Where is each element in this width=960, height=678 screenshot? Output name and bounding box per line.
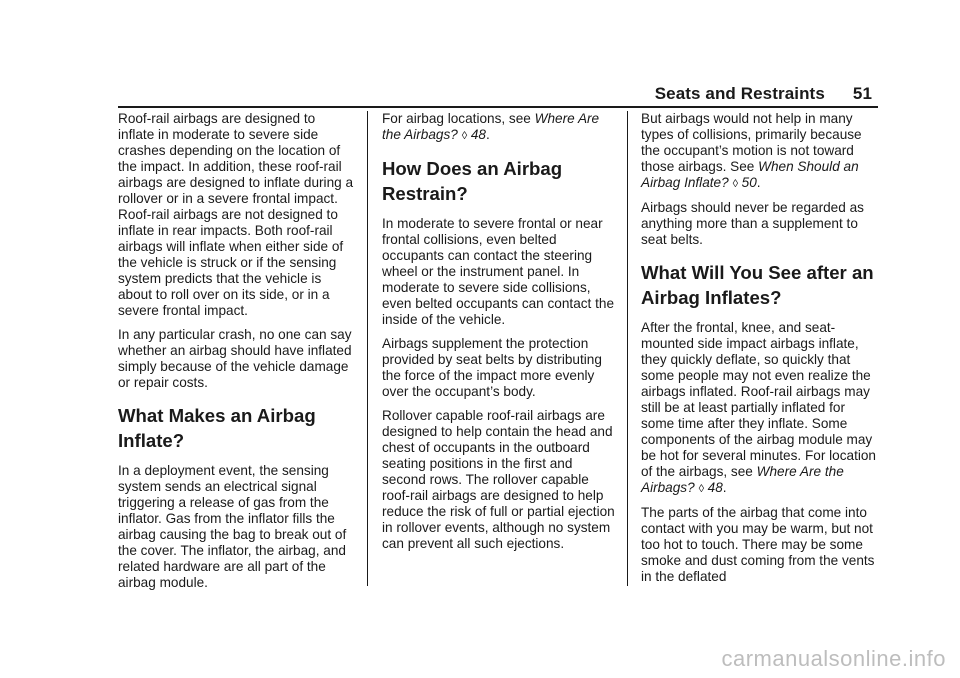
column-1 [118, 111, 354, 599]
paragraph: Airbags supplement the protection provided by seat belts by distributing the force of the impact more evenly over the occupant’s body. [382, 336, 602, 399]
section-title: Seats and Restraints [654, 84, 825, 103]
paragraph: In moderate to severe frontal or near frontal collisions, even belted occupants can contact the steering wheel or the instrument panel. In moderate to severe side collisions, even belted occupants can contact the inside of the vehicle. [382, 216, 615, 327]
text: After the frontal, knee, and seat-mounted side impact airbags inflate, they quickly deflate, so quickly that some people may not even realize the airbags inflated. Roof-rail airbags may still be at least partially inflated for some time after they inflate. Some components of the airbag module may be hot for several minutes. For location of the airbags, see [641, 320, 876, 479]
page-ref-icon: ◊ [461, 130, 468, 142]
paragraph: Roof-rail airbags are designed to inflate in moderate to severe side crashes depending on the location of the impact. In addition, these roof-rail airbags are designed to inflate during a rollover or in a severe frontal impact. Roof-rail airbags are not designed to inflate in rear impacts. Both roof-rail airbags will inflate when either side of the vehicle is struck or if the sensing system predicts that the vehicle is about to roll over on its side, or in a severe frontal impact. [118, 111, 354, 318]
watermark: carmanualsonline.info [721, 646, 946, 671]
page-ref-icon: ◊ [732, 178, 738, 190]
paragraph: Airbags should never be regarded as anything more than a supplement to seat belts. [641, 200, 864, 247]
paragraph [641, 111, 877, 192]
paragraph: In any particular crash, no one can say whether an airbag should have inflated simply because of the vehicle damage or repair costs. [118, 327, 352, 390]
paragraph [641, 320, 877, 497]
text: For airbag locations, see [382, 111, 535, 126]
header-rule [118, 106, 878, 108]
page-ref: 48 [470, 127, 486, 142]
paragraph: The parts of the airbag that come into contact with you may be warm, but not too hot to touch. There may be some smoke and dust coming from the vents in the deflated [641, 505, 875, 584]
paragraph [382, 111, 618, 144]
link-text: Where Are the Airbags? [382, 111, 600, 142]
text: . [485, 127, 490, 142]
page-header [655, 84, 872, 104]
column-3 [641, 111, 877, 593]
paragraph: In a deployment event, the sensing system sends an electrical signal triggering a release of gas from the inflator. Gas from the inflator fills the airbag causing the bag to break out of the cover. The inflator, the airbag, and related hardware are all part of the airbag module. [118, 463, 347, 590]
column-divider [367, 111, 368, 586]
section-heading: What Makes an Airbag Inflate? [118, 405, 316, 451]
page-ref-icon: ◊ [698, 483, 704, 495]
column-divider [627, 111, 628, 586]
text: . [756, 175, 761, 190]
section-heading: What Will You See after an Airbag Inflates? [641, 262, 874, 308]
page-ref: 50 [741, 175, 757, 190]
link-text: Where Are the Airbags? [641, 464, 844, 495]
section-heading: How Does an Airbag Restrain? [382, 158, 563, 204]
page-ref: 48 [707, 480, 723, 495]
text: . [722, 480, 727, 495]
column-2 [382, 111, 618, 560]
text: But airbags would not help in many types of collisions, primarily because the occupant’s motion is not toward those airbags. See [641, 111, 862, 174]
paragraph: Rollover capable roof-rail airbags are designed to help contain the head and chest of occupants in the outboard seating positions in the first and second rows. The rollover capable roof-rail airbags are designed to help reduce the risk of full or partial ejection in rollover events, although no system can prevent all such ejections. [382, 408, 615, 551]
link-text: When Should an Airbag Inflate? [641, 159, 859, 190]
page-number: 51 [852, 84, 872, 103]
